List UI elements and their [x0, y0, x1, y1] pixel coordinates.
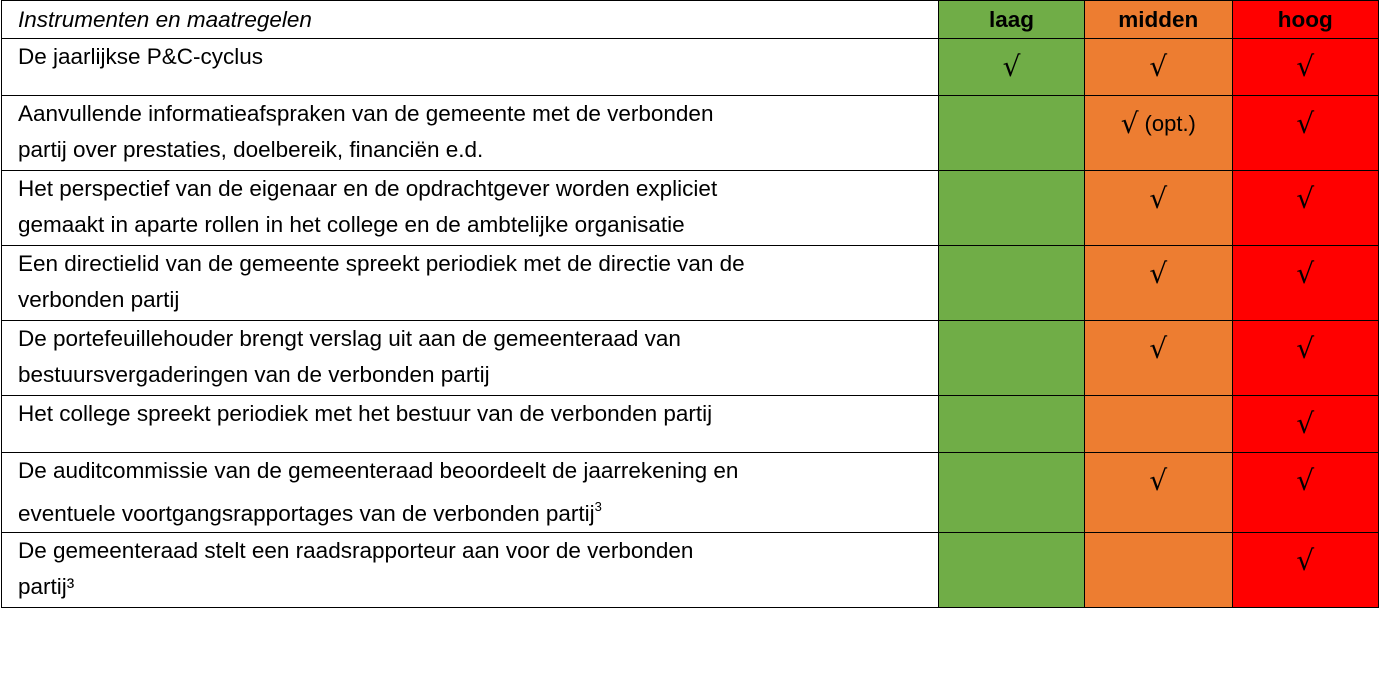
- cell-midden: [1085, 533, 1233, 608]
- row-label: [2, 533, 939, 608]
- check-icon: √: [1296, 182, 1315, 215]
- row-label: [2, 321, 939, 396]
- check-icon: √: [1296, 544, 1315, 577]
- cell-midden: [1085, 96, 1233, 171]
- table-row: [2, 96, 1379, 171]
- row-label-line: De portefeuillehouder brengt verslag uit aan de gemeenteraad van: [18, 326, 681, 351]
- table-row: [2, 171, 1379, 246]
- row-label-line: Het college spreekt periodiek met het bestuur van de verbonden partij: [18, 401, 713, 426]
- cell-laag: [939, 96, 1085, 171]
- header-hoog: hoog: [1232, 1, 1378, 39]
- cell-laag: [939, 171, 1085, 246]
- row-label-line: verbonden partij: [18, 287, 180, 312]
- row-label-line: De auditcommissie van de gemeenteraad beoordeelt de jaarrekening en: [18, 458, 739, 483]
- check-icon: √: [1296, 50, 1315, 83]
- table-row: [2, 321, 1379, 396]
- table-header-row: [2, 1, 1379, 39]
- cell-hoog: [1232, 171, 1378, 246]
- row-label-line: partij over prestaties, doelbereik, financiën e.d.: [18, 137, 484, 162]
- row-label-line: bestuursvergaderingen van de verbonden partij: [18, 362, 490, 387]
- row-label: [2, 171, 939, 246]
- cell-laag: [939, 39, 1085, 96]
- row-label: [2, 453, 939, 533]
- row-label-line: gemaakt in aparte rollen in het college en de ambtelijke organisatie: [18, 212, 685, 237]
- cell-hoog: [1232, 533, 1378, 608]
- table-row: [2, 246, 1379, 321]
- check-icon: √: [1149, 257, 1168, 290]
- cell-midden: [1085, 396, 1233, 453]
- header-instruments: Instrumenten en maatregelen: [2, 1, 939, 39]
- check-icon: √: [1149, 182, 1168, 215]
- row-label-line: De jaarlijkse P&C-cyclus: [18, 44, 264, 69]
- header-laag: laag: [939, 1, 1085, 39]
- footnote-marker: 3: [594, 499, 602, 514]
- cell-laag: [939, 453, 1085, 533]
- row-label: [2, 96, 939, 171]
- table-row: [2, 39, 1379, 96]
- table-row: [2, 453, 1379, 533]
- cell-midden: [1085, 246, 1233, 321]
- row-label-line: Een directielid van de gemeente spreekt periodiek met de directie van de: [18, 251, 745, 276]
- row-label-line: Aanvullende informatieafspraken van de gemeente met de verbonden: [18, 101, 714, 126]
- check-icon: √: [1296, 107, 1315, 140]
- check-icon: √: [1149, 332, 1168, 365]
- row-label: [2, 396, 939, 453]
- check-icon: √: [1149, 464, 1168, 497]
- check-icon: √: [1149, 50, 1168, 83]
- row-label: [2, 246, 939, 321]
- row-label-line: De gemeenteraad stelt een raadsrapporteur aan voor de verbonden: [18, 538, 694, 563]
- header-midden: midden: [1085, 1, 1233, 39]
- cell-hoog: [1232, 396, 1378, 453]
- measures-table: [1, 0, 1379, 608]
- cell-midden: [1085, 453, 1233, 533]
- cell-laag: [939, 321, 1085, 396]
- cell-laag: [939, 246, 1085, 321]
- cell-midden: [1085, 321, 1233, 396]
- cell-hoog: [1232, 96, 1378, 171]
- row-label-line: Het perspectief van de eigenaar en de opdrachtgever worden expliciet: [18, 176, 718, 201]
- cell-hoog: [1232, 453, 1378, 533]
- table-row: [2, 533, 1379, 608]
- check-icon: √: [1296, 464, 1315, 497]
- cell-hoog: [1232, 321, 1378, 396]
- optional-note: (opt.): [1144, 111, 1196, 136]
- row-label-text: eventuele voortgangsrapportages van de verbonden partij: [18, 501, 595, 526]
- cell-laag: [939, 396, 1085, 453]
- cell-hoog: [1232, 39, 1378, 96]
- table-row: [2, 396, 1379, 453]
- cell-hoog: [1232, 246, 1378, 321]
- cell-laag: [939, 533, 1085, 608]
- cell-midden: [1085, 39, 1233, 96]
- check-icon: √: [1296, 407, 1315, 440]
- check-icon: √: [1002, 50, 1021, 83]
- cell-midden: [1085, 171, 1233, 246]
- check-icon: √: [1296, 257, 1315, 290]
- row-label: [2, 39, 939, 96]
- row-label-line: [18, 489, 938, 532]
- row-label-line: partij³: [18, 574, 75, 599]
- check-icon: √: [1120, 107, 1139, 140]
- check-icon: √: [1296, 332, 1315, 365]
